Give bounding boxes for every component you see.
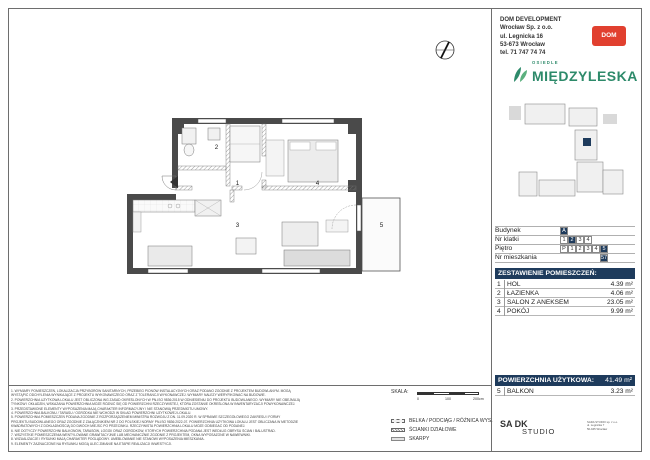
note-line: 3. PRZEDSTAWIONE ELEMENTY WYPOSAŻENIA MAJĄ CHARAKTER INFORMACYJNY I NIE STANOWIĄ PRZEDMIOTU UMOWY. [11,406,209,411]
stair-cell-2: 2 [568,236,576,244]
floor-cell-2: 2 [576,245,584,253]
company-phone: tel. 71 747 74 74 [500,50,546,57]
apartment-label: Nr mieszkania [495,254,537,261]
key-plan [499,100,629,216]
info-rule [495,235,635,236]
estate-logo [500,60,638,94]
balcony-area [362,198,400,271]
studio-address-line: SADA STUDIO sp. z o.o. [587,420,618,424]
estate-leaf-icon [512,66,530,84]
rooms-header: ZESTAWIENIE POMIESZCZEŃ: [495,268,635,279]
floor-cell-4: 4 [592,245,600,253]
building-row [495,227,566,235]
north-arrow-icon [433,38,457,62]
usable-area-bar [495,375,635,386]
room-row [495,298,635,307]
plan-label-salon: 3 [235,222,240,229]
note-line: 2. POWIERZCHNIA UŻYTKOWA LOKALU JEST OBLICZONA WG ZASAD OKREŚLONYCH W PN-ISO 9836:2015 W ODNIESIENIU DO PROJEKTU BUDOWLANEGO. WYMIARY NIE OBEJMUJĄ [11,397,300,402]
room-row [495,289,635,298]
room-name: ŁAZIENKA [507,290,539,297]
note-line: KWADRATOWYCH Z DOKŁADNOŚCIĄ DO DWÓCH MIEJSC PO PRZECINKU. RZECZYWISTA POWIERZCHNIA LOKALU MOŻE ODBIEGAĆ OD PODANEJ. [11,424,246,429]
note-line: 5. POWIERZCHNIA POMIESZCZEŃ PODANA ZGODNIE Z ROZPORZĄDZENIEM MINISTRA ROZWOJU Z DN. 11.09.2020 R. W SPRAWIE SZCZEGÓŁOWEGO ZAKRESU I FORMY [11,415,281,420]
floor-label: Piętro [495,245,513,252]
note-line: 7. WSZYSTKIE POMIESZCZENIA WENTYLOWANE GRAWITACYJNIE LUB MECHANICZNIE ZGODNIE Z PROJEKTEM, OKNA WYPOSAŻONE W NAWIEWNIKI. [11,433,251,438]
company-name: DOM DEVELOPMENT [500,17,562,23]
estate-prefix: OSIEDLE [532,60,559,65]
plan-label-lazienka: 2 [214,144,219,151]
room-area: 23.05 m² [606,299,633,306]
usable-area-value: 41.49 m² [605,377,632,384]
stair-cell-3: 3 [576,236,584,244]
plan-label-balkon: 5 [379,222,384,229]
note-line: PROJEKTU BUDOWLANEGO ORAZ ZGODNIE Z ZAŁĄCZNIKIEM NR 2 DO POLSKIEJ NORMY PN-ISO 9836:2022-07. POWIERZCHNIA UŻYTKOWA LOKALU JEST OBLICZANA W METODZIE [11,419,299,424]
room-row [495,307,635,316]
floor-row [495,245,606,253]
building-cell: A [560,227,568,235]
scale-label: SKALA: [391,389,409,395]
info-rule [495,244,635,245]
stair-label: Nr klatki [495,236,519,243]
info-rule [495,253,635,254]
plan-label-pokoj: 4 [315,180,320,187]
company-city: 53-673 Wrocław [500,41,545,48]
studio-logo [500,418,620,442]
studio-address [587,421,618,431]
company-info [500,16,561,57]
room-number: 3 [497,299,501,306]
apartment-cell: 57 [601,255,608,261]
floor-cell-5: 5 [600,245,608,253]
legend-label: SKARPY [409,436,430,442]
room-number: 2 [497,290,501,297]
estate-name: MIĘDZYLESKA [532,68,638,84]
legend-label: ŚCIANKI DZIAŁOWE [409,427,457,433]
room-name: POKÓJ [507,308,530,315]
slope-swatch-icon [391,437,405,441]
scale-tick: 200cm [473,397,484,401]
room-area: 4.06 m² [610,290,633,297]
beam-swatch-icon [391,419,405,423]
room-name: HOL [507,281,521,288]
note-line: 8. WIZUALIZACJE I RYSUNKI MAJĄ CHARAKTER POGLĄDOWY. UMEBLOWANIE NIE STANOWI WYPOSAŻENIA MIESZKANIA. [11,437,205,442]
note-line: 6. NIE DOTYCZY POWIERZCHNI BALKONÓW, TARASÓW, LOGGII ORAZ OGRÓDKÓW, KTÓRYCH POWIERZCHNIA PODANA JEST WEDŁUG OBRYSU ŚCIAN I BALUSTRAD. [11,428,276,433]
note-line: TYNKÓW I OKŁADZIN, WSKAZANA POWIERZCHNIA MOŻE RÓŻNIĆ SIĘ OD POWIERZCHNI RZECZYWISTEJ, KTÓRA ZOSTANIE OKREŚLONA W INWENTARYZACJI POWYKONAWCZEJ. [11,402,296,407]
room-number: 4 [497,308,501,315]
scale-graphic [417,392,479,395]
floor-cell-1: 1 [568,245,576,253]
legend-label: BELKA / PODCIĄG / RÓŻNICA WYS. [409,418,493,424]
room-name: SALON Z ANEKSEM [507,299,569,306]
floor-cell-p: P [560,245,568,253]
floor-cell-3: 3 [584,245,592,253]
note-line: WYSTĄPIĆ ODCHYLENIA WYNIKAJĄCE Z PROJEKTU WYKONAWCZEGO ORAZ Z TOLERANCJI WYKONAWCZEJ. WYMIARY NALEŻY WERYFIKOWAĆ NA BUDOWIE. [11,393,266,398]
brand-logo: DOM [592,26,626,46]
studio-address-line: 50-945 Wrocław [587,426,608,431]
key-plan-highlight [583,138,591,146]
studio-address-line: ul. Legnicka 7 [587,423,605,428]
building-label: Budynek [495,227,521,234]
note-line: 9. ELEMENTY ZAZNACZONE NA RYSUNKU MOGĄ ULEC ZMIANIE NA ETAPIE REALIZACJI INWESTYCJI. [11,441,173,446]
apartment-row [495,254,608,262]
room-area: 4.39 m² [610,281,633,288]
scale-tick: 0 [417,397,419,401]
room-area: 9.99 m² [610,308,633,315]
company-line2: Wrocław Sp. z o.o. [500,25,553,32]
scale-tick: 100 [445,397,451,401]
room-number: 1 [497,281,501,288]
usable-area-label: POWIERZCHNIA UŻYTKOWA: [498,377,595,384]
company-street: ul. Legnicka 16 [500,33,544,40]
stair-cell-1: 1 [560,236,568,244]
stair-cell-4: 4 [584,236,592,244]
balcony-row [495,387,635,396]
room-name: BALKON [507,388,534,395]
room-area: 3.23 m² [610,388,633,395]
room-row [495,280,635,289]
info-rule [495,262,635,263]
room-number: 5 [497,388,501,395]
partition-swatch-icon [391,428,405,432]
disclaimer-notes [11,389,383,446]
note-line: 4. POWIERZCHNIA BALKONU / TARASU / OGRÓDKA NIE WCHODZI W SKŁAD POWIERZCHNI UŻYTKOWEJ LOKALU. [11,411,192,416]
studio-word: STUDIO [522,427,556,436]
note-line: 1. WYMIARY POMIESZCZEŃ, LOKALIZACJA PRZYBORÓW SANITARNYCH, PRZEBIEG PIONÓW INSTALACYJNYCH ORAZ PODANO ZGODNIE Z PROJEKTEM BUDOWLANYM. MOGĄ [11,389,291,393]
stair-row [495,236,590,244]
plan-label-hol: 1 [235,180,240,187]
studio-mark: SA DK [500,419,528,429]
